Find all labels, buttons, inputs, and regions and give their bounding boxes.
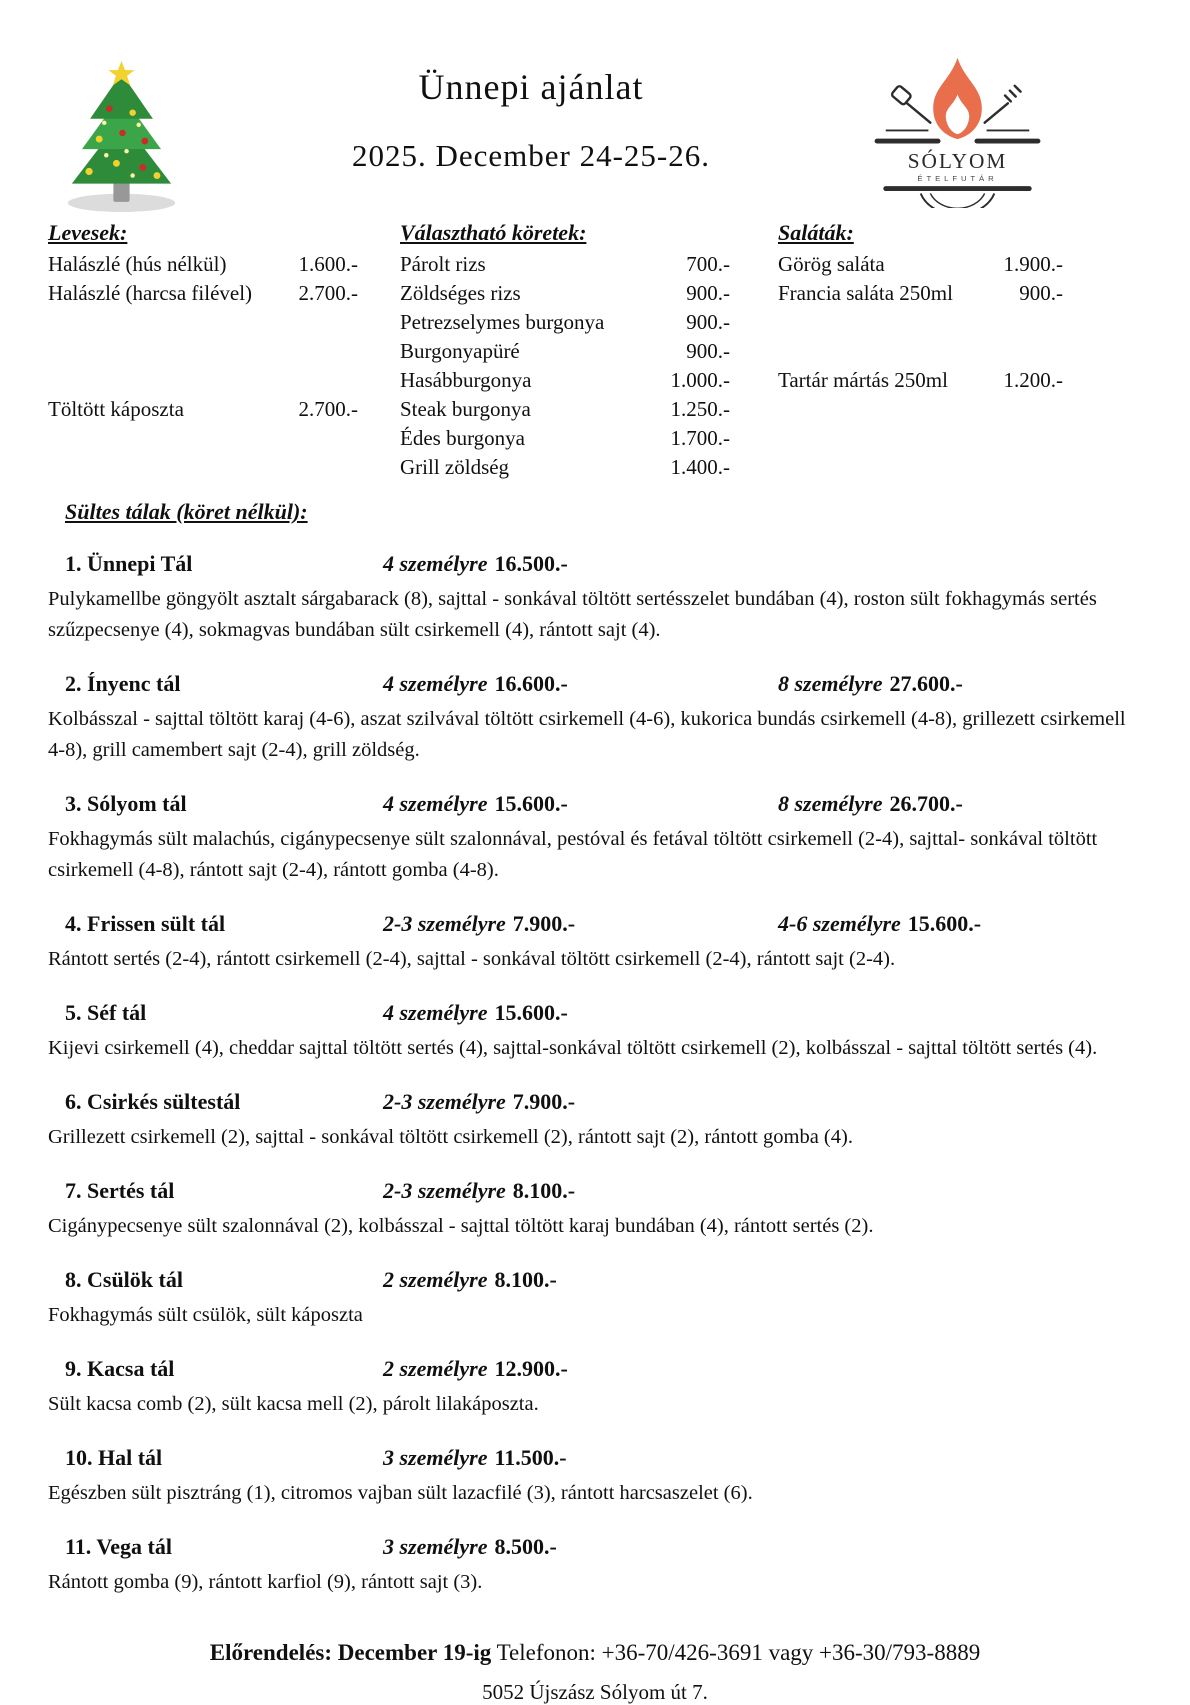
platter-portion-price-1 [383, 789, 778, 819]
portion-price: 26.700.- [889, 791, 963, 816]
portion-label: 3 személyre [383, 1445, 488, 1470]
platter-name: 6. Csirkés sültestál [65, 1089, 241, 1114]
platter-header [48, 669, 1140, 699]
menu-item-name: Édes burgonya [400, 426, 526, 450]
portion-label: 2 személyre [383, 1267, 488, 1292]
platter-portion-price-1 [383, 669, 778, 699]
portion-price: 15.600.- [494, 1000, 568, 1025]
restaurant-logo [870, 48, 1045, 213]
platters-section [0, 498, 1190, 1598]
portion-label: 4 személyre [383, 671, 488, 696]
preorder-info [0, 1640, 1190, 1666]
platter-name: 10. Hal tál [65, 1445, 163, 1470]
portion-price: 8.100.- [512, 1178, 576, 1203]
platter-name: 1. Ünnepi Tál [65, 551, 193, 576]
page-header [0, 0, 1190, 217]
portion-price: 27.600.- [889, 671, 963, 696]
portion-price: 15.600.- [907, 911, 982, 936]
platter-item [48, 1443, 1140, 1509]
menu-item-price: 900.- [686, 281, 730, 305]
menu-top-columns [0, 219, 1190, 482]
portion-price: 7.900.- [512, 1089, 576, 1114]
platter-item [48, 1176, 1140, 1242]
platter-item [48, 1532, 1140, 1598]
menu-item-price: 900.- [1019, 281, 1063, 305]
platter-item [48, 1354, 1140, 1420]
menu-item-row [400, 453, 730, 482]
platter-portion-price-1 [383, 1443, 778, 1473]
platter-description: Sült kacsa comb (2), sült kacsa mell (2), párolt lilakáposzta. [48, 1393, 539, 1415]
platter-name: 7. Sertés tál [65, 1178, 175, 1203]
portion-label: 4 személyre [383, 791, 488, 816]
menu-item-price: 2.700.- [298, 397, 358, 421]
platter-item [48, 1265, 1140, 1331]
preorder-deadline: Előrendelés: December 19-ig [209, 1640, 492, 1665]
platter-description: Cigánypecsenye sült szalonnával (2), kolbásszal - sajttal töltött karaj bundában (4), rántott sertés (2). [48, 1215, 874, 1237]
header-titles [192, 48, 870, 174]
platter-header [48, 909, 1140, 939]
menu-item-name: Hasábburgonya [400, 368, 532, 392]
menu-item-name: Tartár mártás 250ml [778, 368, 948, 392]
portion-price: 16.600.- [494, 671, 568, 696]
platter-item [48, 909, 1140, 975]
portion-price: 8.500.- [494, 1534, 557, 1559]
platter-portion-price-1 [383, 549, 778, 579]
platter-portion-price-2 [778, 1532, 1140, 1562]
platter-description: Grillezett csirkemell (2), sajttal - sonkával töltött csirkemell (2), rántott sajt (2), rántott gomba (4). [48, 1126, 853, 1148]
menu-item-price: 1.250.- [670, 397, 730, 421]
logo-name-text: SÓLYOM [907, 149, 1008, 174]
portion-label: 2 személyre [383, 1356, 488, 1381]
page-title: Ünnepi ajánlat [418, 67, 644, 107]
christmas-tree-image [52, 60, 192, 217]
portion-label: 8 személyre [778, 671, 883, 696]
platter-portion-price-1 [383, 1087, 778, 1117]
platter-portion-price-2 [778, 998, 1140, 1028]
platter-name: 11. Vega tál [65, 1534, 172, 1559]
platter-header [48, 549, 1140, 579]
portion-price: 8.100.- [494, 1267, 557, 1292]
salads-column [778, 219, 1063, 482]
portion-price: 11.500.- [494, 1445, 567, 1470]
page-footer [0, 1640, 1190, 1705]
platter-portion-price-2 [778, 1176, 1140, 1206]
menu-item-name: Görög saláta [778, 252, 885, 276]
page-date: 2025. December 24-25-26. [351, 138, 710, 173]
menu-item-row [400, 308, 730, 337]
portion-price: 7.900.- [512, 911, 576, 936]
platter-header [48, 1443, 1140, 1473]
grill-flame-logo-icon [870, 48, 1045, 208]
logo-subtitle-text: ÉTELFUTÁR [917, 173, 998, 183]
platter-portion-price-2 [778, 549, 1140, 579]
soups-column [48, 219, 358, 482]
menu-item-name: Halászlé (hús nélkül) [48, 252, 227, 276]
platter-item [48, 669, 1140, 766]
platter-description: Egészben sült pisztráng (1), citromos vajban sült lazacfilé (3), rántott harcsaszelet (6). [48, 1482, 753, 1504]
platter-name: 2. Ínyenc tál [65, 671, 181, 696]
menu-item-name: Petrezselymes burgonya [400, 310, 605, 334]
portion-label: 2-3 személyre [383, 911, 506, 936]
portion-label: 3 személyre [383, 1534, 488, 1559]
platter-description: Rántott gomba (9), rántott karfiol (9), rántott sajt (3). [48, 1571, 483, 1593]
menu-item-name: Steak burgonya [400, 397, 531, 421]
menu-item-row [48, 279, 358, 308]
soups-heading: Levesek: [48, 220, 128, 245]
menu-item-row [400, 337, 730, 366]
platter-portion-price-2 [778, 1265, 1140, 1295]
menu-item-row [778, 279, 1063, 308]
platter-description: Kijevi csirkemell (4), cheddar sajttal töltött sertés (4), sajttal-sonkával töltött csirkemell (2), kolbásszal - sajttal töltött sertés (4). [48, 1037, 1098, 1059]
menu-item-name: Halászlé (harcsa filével) [48, 281, 253, 305]
platter-name: 5. Séf tál [65, 1000, 147, 1025]
platter-item [48, 789, 1140, 886]
menu-item-name: Burgonyapüré [400, 339, 520, 363]
menu-item-price: 1.400.- [670, 455, 730, 479]
salads-heading: Saláták: [778, 220, 854, 245]
menu-item-price: 1.900.- [1003, 252, 1063, 276]
platter-portion-price-2 [778, 669, 1140, 699]
platters-heading: Sültes tálak (köret nélkül): [65, 499, 308, 524]
platter-header [48, 789, 1140, 819]
menu-item-row [400, 250, 730, 279]
menu-item-row [48, 395, 358, 424]
menu-item-name: Zöldséges rizs [400, 281, 521, 305]
platter-portion-price-1 [383, 1176, 778, 1206]
menu-item-row [400, 424, 730, 453]
sides-heading: Választható köretek: [400, 220, 587, 245]
menu-item-name: Töltött káposzta [48, 397, 184, 421]
platter-description: Kolbásszal - sajttal töltött karaj (4-6), aszat szilvával töltött csirkemell (4-6), kukorica bundás csirkemell (4-8), grillezett csirkemell 4-8), grill camembert sajt (2-4), grill zöldség. [48, 708, 1126, 761]
menu-item-row [400, 366, 730, 395]
menu-item-price: 1.000.- [670, 368, 730, 392]
portion-price: 16.500.- [494, 551, 568, 576]
platter-description: Rántott sertés (2-4), rántott csirkemell (2-4), sajttal - sonkával töltött csirkemell (2-4), rántott sajt (2-4). [48, 948, 896, 970]
platter-portion-price-1 [383, 1265, 778, 1295]
sides-column [400, 219, 730, 482]
platter-description: Fokhagymás sült csülök, sült káposzta [48, 1304, 363, 1326]
menu-item-row [778, 366, 1063, 395]
portion-label: 4 személyre [383, 551, 488, 576]
platter-header [48, 1532, 1140, 1562]
fork-icon [985, 86, 1021, 123]
menu-item-row [400, 279, 730, 308]
platter-name: 3. Sólyom tál [65, 791, 187, 816]
menu-item-name: Grill zöldség [400, 455, 510, 479]
platter-item [48, 549, 1140, 646]
portion-price: 12.900.- [494, 1356, 568, 1381]
portion-label: 2-3 személyre [383, 1178, 506, 1203]
preorder-phones: Telefonon: +36-70/426-3691 vagy +36-30/793-8889 [491, 1640, 981, 1665]
portion-label: 8 személyre [778, 791, 883, 816]
menu-item-name: Francia saláta 250ml [778, 281, 953, 305]
portion-label: 4-6 személyre [778, 911, 901, 936]
platter-portion-price-2 [778, 1443, 1140, 1473]
platter-portion-price-1 [383, 909, 778, 939]
platter-header [48, 1265, 1140, 1295]
platter-header [48, 1087, 1140, 1117]
platter-portion-price-2 [778, 909, 1140, 939]
platter-description: Pulykamellbe göngyölt asztalt sárgabarack (8), sajttal - sonkával töltött sertésszelet bundában (4), roston sült fokhagymás sertés szűzpecsenye (4), sokmagvas bundában sült csirkemell (4), rántott sajt (4). [48, 588, 1097, 641]
menu-item-row [48, 250, 358, 279]
platter-header [48, 998, 1140, 1028]
christmas-tree-icon [52, 60, 192, 212]
menu-item-price: 2.700.- [298, 281, 358, 305]
platter-portion-price-1 [383, 1354, 778, 1384]
menu-item-price: 1.700.- [670, 426, 730, 450]
menu-item-row [778, 250, 1063, 279]
platter-name: 4. Frissen sült tál [65, 911, 226, 936]
platter-portion-price-1 [383, 1532, 778, 1562]
plate-arc-inner [930, 193, 984, 208]
menu-item-row [400, 395, 730, 424]
portion-label: 4 személyre [383, 1000, 488, 1025]
platter-name: 9. Kacsa tál [65, 1356, 175, 1381]
address: 5052 Újszász Sólyom út 7. [482, 1680, 708, 1704]
platter-portion-price-2 [778, 1087, 1140, 1117]
platter-portion-price-1 [383, 998, 778, 1028]
platter-header [48, 1176, 1140, 1206]
platter-item [48, 1087, 1140, 1153]
platter-portion-price-2 [778, 1354, 1140, 1384]
spatula-icon [891, 85, 930, 123]
menu-item-price: 700.- [686, 252, 730, 276]
platter-portion-price-2 [778, 789, 1140, 819]
portion-label: 2-3 személyre [383, 1089, 506, 1114]
platter-header [48, 1354, 1140, 1384]
platter-name: 8. Csülök tál [65, 1267, 183, 1292]
platter-description: Fokhagymás sült malachús, cigánypecsenye sült szalonnával, pestóval és fetával töltött csirkemell (2-4), sajttal- sonkával töltött csirkemell (4-8), rántott sajt (2-4), rántott gomba (4-8). [48, 828, 1098, 881]
menu-item-price: 900.- [686, 310, 730, 334]
platter-item [48, 998, 1140, 1064]
menu-item-price: 1.200.- [1003, 368, 1063, 392]
menu-item-price: 1.600.- [298, 252, 358, 276]
menu-item-name: Párolt rizs [400, 252, 486, 276]
menu-item-price: 900.- [686, 339, 730, 363]
portion-price: 15.600.- [494, 791, 568, 816]
